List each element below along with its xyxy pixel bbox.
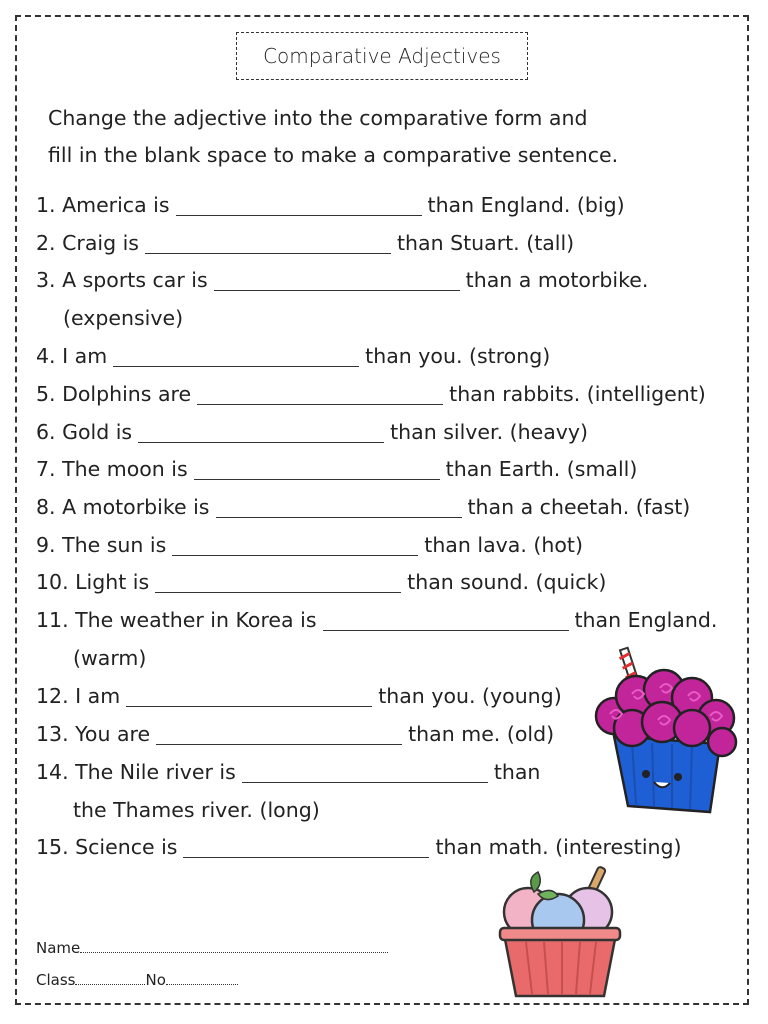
question-text: 8. A motorbike is bbox=[36, 495, 210, 519]
question-8 bbox=[36, 488, 690, 526]
question-text: 5. Dolphins are bbox=[36, 382, 192, 406]
answer-blank[interactable] bbox=[194, 459, 440, 480]
answer-blank[interactable] bbox=[126, 686, 372, 707]
question-text: 1. America is bbox=[36, 193, 170, 217]
no-label: No bbox=[145, 971, 166, 989]
title-text: Comparative Adjectives bbox=[263, 44, 501, 68]
cupcake-illustration bbox=[592, 646, 742, 816]
question-13 bbox=[36, 715, 554, 753]
question-text: than England. bbox=[574, 608, 718, 632]
question-text: than a cheetah. (fast) bbox=[467, 495, 691, 519]
question-text: than you. (young) bbox=[378, 684, 562, 708]
question-text: 2. Craig is bbox=[36, 231, 139, 255]
answer-blank[interactable] bbox=[197, 384, 443, 405]
class-no-field bbox=[36, 970, 238, 989]
question-1 bbox=[36, 186, 625, 224]
worksheet-title bbox=[236, 32, 528, 80]
question-3 bbox=[36, 261, 648, 337]
ice-cream-cup-illustration bbox=[498, 862, 622, 998]
question-text: than rabbits. (intelligent) bbox=[449, 382, 706, 406]
answer-blank[interactable] bbox=[214, 270, 460, 291]
answer-blank[interactable] bbox=[172, 535, 418, 556]
no-input-line[interactable] bbox=[166, 970, 238, 985]
question-14 bbox=[36, 753, 540, 829]
answer-blank[interactable] bbox=[145, 233, 391, 254]
answer-blank[interactable] bbox=[323, 610, 569, 631]
question-text: 15. Science is bbox=[36, 835, 178, 859]
answer-blank[interactable] bbox=[156, 724, 402, 745]
question-text: than you. (strong) bbox=[365, 344, 551, 368]
question-text: than silver. (heavy) bbox=[390, 420, 589, 444]
name-label: Name bbox=[36, 939, 81, 957]
question-text: than math. (interesting) bbox=[435, 835, 682, 859]
question-2 bbox=[36, 224, 574, 262]
name-input-line[interactable] bbox=[80, 938, 388, 953]
question-text: than sound. (quick) bbox=[407, 570, 607, 594]
question-text: 11. The weather in Korea is bbox=[36, 608, 317, 632]
answer-blank[interactable] bbox=[138, 422, 384, 443]
answer-blank[interactable] bbox=[183, 837, 429, 858]
answer-blank[interactable] bbox=[155, 572, 401, 593]
instructions bbox=[48, 100, 708, 174]
question-text: than a motorbike. bbox=[465, 268, 649, 292]
question-text: than Earth. (small) bbox=[445, 457, 638, 481]
answer-blank[interactable] bbox=[242, 762, 488, 783]
question-9 bbox=[36, 526, 583, 564]
question-5 bbox=[36, 375, 706, 413]
question-text: 7. The moon is bbox=[36, 457, 188, 481]
class-label: Class bbox=[36, 971, 76, 989]
name-field bbox=[36, 938, 388, 957]
question-text: 10. Light is bbox=[36, 570, 150, 594]
question-text: than me. (old) bbox=[408, 722, 555, 746]
question-12 bbox=[36, 677, 562, 715]
answer-blank[interactable] bbox=[216, 497, 462, 518]
question-text: than Stuart. (tall) bbox=[396, 231, 575, 255]
question-10 bbox=[36, 563, 606, 601]
question-6 bbox=[36, 413, 588, 451]
question-text: 12. I am bbox=[36, 684, 121, 708]
question-7 bbox=[36, 450, 637, 488]
class-input-line[interactable] bbox=[75, 970, 145, 985]
question-text: than bbox=[493, 760, 541, 784]
question-text: 13. You are bbox=[36, 722, 151, 746]
question-text: 4. I am bbox=[36, 344, 108, 368]
question-continuation: (warm) bbox=[73, 646, 147, 670]
instruction-line-1: Change the adjective into the comparative form and bbox=[48, 106, 588, 130]
question-text: than England. (big) bbox=[427, 193, 625, 217]
question-text: 14. The Nile river is bbox=[36, 760, 236, 784]
instruction-line-2: fill in the blank space to make a comparative sentence. bbox=[48, 143, 619, 167]
question-text: than lava. (hot) bbox=[424, 533, 583, 557]
question-text: 9. The sun is bbox=[36, 533, 167, 557]
question-4 bbox=[36, 337, 550, 375]
question-15 bbox=[36, 828, 682, 866]
question-continuation: the Thames river. (long) bbox=[73, 798, 320, 822]
answer-blank[interactable] bbox=[176, 195, 422, 216]
question-text: 3. A sports car is bbox=[36, 268, 208, 292]
question-text: 6. Gold is bbox=[36, 420, 133, 444]
question-continuation: (expensive) bbox=[63, 306, 184, 330]
answer-blank[interactable] bbox=[113, 346, 359, 367]
